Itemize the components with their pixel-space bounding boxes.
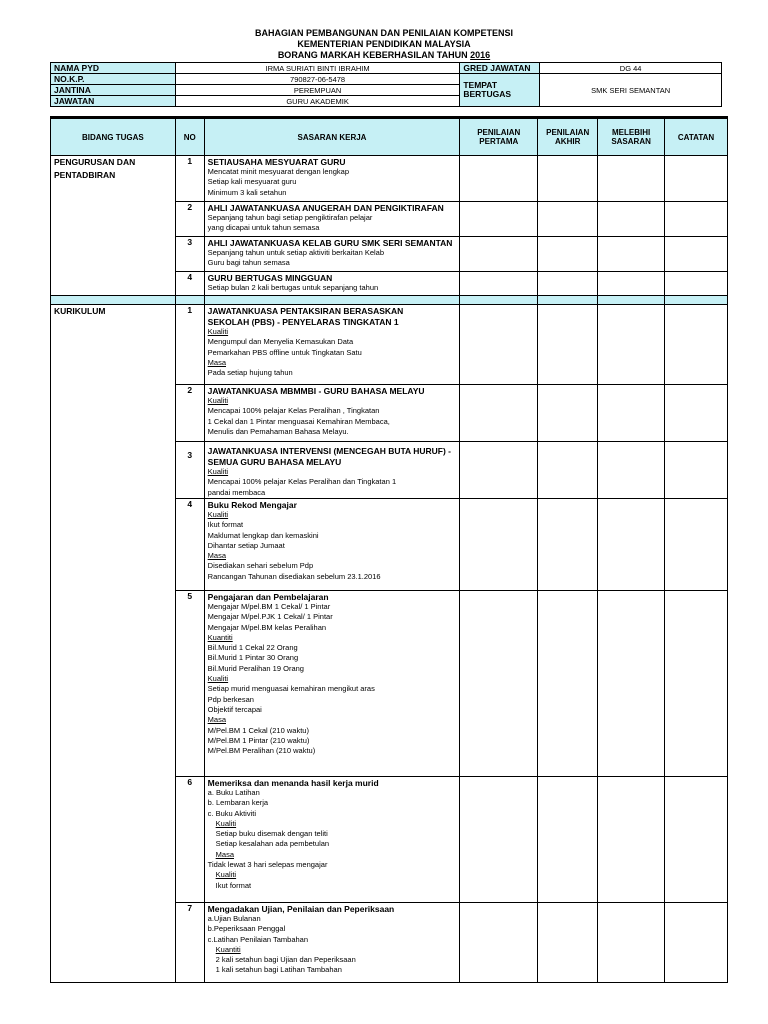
cell-akhir	[538, 442, 598, 499]
cell-pertama	[460, 591, 538, 777]
cell-catatan	[665, 202, 728, 237]
cell-catatan	[665, 237, 728, 272]
row-title: GURU BERTUGAS MINGGUAN	[207, 273, 333, 283]
row-line: Rancangan Tahunan disediakan sebelum 23.1.2016	[207, 571, 381, 581]
table-row	[51, 305, 728, 385]
row-line: Masa	[215, 849, 234, 859]
row-line: Sepanjang tahun untuk setiap aktiviti berkaitan Kelab	[207, 248, 385, 257]
row-line: Setiap buku disemak dengan teliti	[215, 829, 328, 839]
row-line: Kualiti	[215, 870, 237, 880]
nama-value: IRMA SURIATI BINTI IBRAHIM	[175, 63, 460, 74]
row-line: Tidak lewat 3 hari selepas mengajar	[207, 860, 328, 870]
row-content	[204, 499, 460, 591]
row-line: 1 kali setahun bagi Latihan Tambahan	[215, 965, 342, 975]
cell-melebihi	[598, 156, 665, 202]
row-title: Memeriksa dan menanda hasil kerja murid	[207, 778, 379, 788]
row-line: a. Buku Latihan	[207, 788, 260, 797]
cell-catatan	[665, 499, 728, 591]
row-line: Kualiti	[207, 510, 229, 519]
section-pengurusan-l2: PENTADBIRAN	[54, 170, 116, 180]
cell-melebihi	[598, 272, 665, 296]
row-line: Masa	[207, 551, 226, 561]
jawatan-value: GURU AKADEMIK	[175, 96, 460, 107]
row-content	[204, 442, 460, 499]
cell-melebihi	[598, 499, 665, 591]
row-line: Guru bagi tahun semasa	[207, 258, 290, 268]
row-line: Kualiti	[207, 396, 229, 405]
cell-melebihi	[598, 305, 665, 385]
cell-pertama	[460, 156, 538, 202]
col-akhir: PENILAIAN AKHIR	[538, 118, 598, 156]
col-bidang: BIDANG TUGAS	[51, 118, 176, 156]
cell-catatan	[665, 442, 728, 499]
col-catatan: CATATAN	[665, 118, 728, 156]
row-no: 2	[175, 385, 204, 442]
row-line: Pada setiap hujung tahun	[207, 368, 293, 378]
header-line-3-text: BORANG MARKAH KEBERHASILAN TAHUN	[277, 50, 471, 60]
info-table	[50, 62, 722, 107]
row-line: Mencatat minit mesyuarat dengan lengkap	[207, 167, 349, 176]
row-line: Mengumpul dan Menyelia Kemasukan Data	[207, 337, 354, 347]
tempat-label: TEMPAT BERTUGAS	[460, 74, 540, 107]
row-line: 1 Cekal dan 1 Pintar menguasai Kemahiran Membaca,	[207, 416, 390, 426]
row-line: M/Pel.BM 1 Pintar (210 waktu)	[207, 735, 310, 745]
cell-melebihi	[598, 202, 665, 237]
cell-catatan	[665, 903, 728, 983]
cell-akhir	[538, 237, 598, 272]
row-line: Kualiti	[207, 327, 229, 336]
row-line: pandai membaca	[207, 487, 266, 497]
header-line-2: KEMENTERIAN PENDIDIKAN MALAYSIA	[297, 39, 471, 49]
row-line: Mengajar M/pel.BM 1 Cekal/ 1 Pintar	[207, 602, 331, 611]
gred-value: DG 44	[540, 63, 722, 74]
row-no: 4	[175, 499, 204, 591]
cell-pertama	[460, 777, 538, 903]
section-pengurusan	[51, 156, 176, 296]
row-content	[204, 903, 460, 983]
cell-pertama	[460, 385, 538, 442]
row-content	[204, 272, 460, 296]
section-separator	[51, 296, 728, 305]
row-line: Pdp berkesan	[207, 694, 254, 704]
row-line: Kuantiti	[215, 944, 241, 954]
nama-label: NAMA PYD	[51, 63, 176, 74]
row-no: 5	[175, 591, 204, 777]
cell-melebihi	[598, 591, 665, 777]
cell-melebihi	[598, 442, 665, 499]
col-sasaran: SASARAN KERJA	[204, 118, 460, 156]
jantina-label: JANTINA	[51, 85, 176, 96]
row-title: SEMUA GURU BAHASA MELAYU	[207, 457, 342, 467]
column-headers	[51, 118, 728, 156]
row-no: 4	[175, 272, 204, 296]
marks-table	[50, 116, 728, 983]
cell-melebihi	[598, 903, 665, 983]
cell-akhir	[538, 305, 598, 385]
cell-akhir	[538, 591, 598, 777]
cell-catatan	[665, 156, 728, 202]
row-no: 3	[175, 442, 204, 499]
cell-pertama	[460, 237, 538, 272]
row-line: Disediakan sehari sebelum Pdp	[207, 561, 314, 571]
section-pengurusan-l1: PENGURUSAN DAN	[54, 157, 136, 167]
cell-catatan	[665, 777, 728, 903]
row-title: JAWATANKUASA MBMMBI - GURU BAHASA MELAYU	[207, 386, 425, 396]
cell-catatan	[665, 272, 728, 296]
cell-pertama	[460, 442, 538, 499]
row-line: c. Buku Aktiviti	[207, 808, 257, 818]
row-line: Masa	[207, 715, 226, 725]
row-no: 2	[175, 202, 204, 237]
cell-melebihi	[598, 777, 665, 903]
row-line: Ikut format	[215, 880, 252, 890]
cell-catatan	[665, 305, 728, 385]
row-line: Setiap bulan 2 kali bertugas untuk sepanjang tahun	[207, 283, 379, 292]
cell-catatan	[665, 385, 728, 442]
row-line: Mencapai 100% pelajar Kelas Peralihan , Tingkatan	[207, 406, 380, 416]
col-pertama: PENILAIAN PERTAMA	[460, 118, 538, 156]
row-line: Ikut format	[207, 520, 244, 530]
row-no: 6	[175, 777, 204, 903]
row-line: Mengajar M/pel.PJK 1 Cekal/ 1 Pintar	[207, 612, 333, 622]
row-line: Setiap murid menguasai kemahiran mengikut aras	[207, 684, 375, 694]
row-line: Setiap kesalahan ada pembetulan	[215, 839, 330, 849]
row-title: AHLI JAWATANKUASA KELAB GURU SMK SERI SEMANTAN	[207, 238, 453, 248]
cell-akhir	[538, 202, 598, 237]
row-title: AHLI JAWATANKUASA ANUGERAH DAN PENGIKTIRAFAN	[207, 203, 444, 213]
row-line: M/Pel.BM Peralihan (210 waktu)	[207, 746, 316, 756]
cell-pertama	[460, 272, 538, 296]
row-content	[204, 385, 460, 442]
row-line: Bil.Murid 1 Pintar 30 Orang	[207, 653, 299, 663]
row-title: SEKOLAH (PBS) - PENYELARAS TINGKATAN 1	[207, 317, 399, 327]
cell-pertama	[460, 305, 538, 385]
row-line: b. Lembaran kerja	[207, 798, 269, 808]
gred-label: GRED JAWATAN	[460, 63, 540, 74]
cell-pertama	[460, 499, 538, 591]
row-line: Dihantar setiap Jumaat	[207, 540, 285, 550]
row-title: SETIAUSAHA MESYUARAT GURU	[207, 157, 346, 167]
jantina-value: PEREMPUAN	[175, 85, 460, 96]
row-line: b.Peperiksaan Penggal	[207, 924, 286, 934]
cell-pertama	[460, 903, 538, 983]
cell-akhir	[538, 272, 598, 296]
row-line: Kuantiti	[207, 632, 233, 642]
col-melebihi: MELEBIHI SASARAN	[598, 118, 665, 156]
header-line-1: BAHAGIAN PEMBANGUNAN DAN PENILAIAN KOMPETENSI	[254, 28, 513, 38]
header-line-3	[0, 50, 768, 61]
row-line: Bil.Murid Peralihan 19 Orang	[207, 663, 304, 673]
jawatan-label: JAWATAN	[51, 96, 176, 107]
row-title: Buku Rekod Mengajar	[207, 500, 297, 510]
table-row	[51, 156, 728, 202]
cell-catatan	[665, 591, 728, 777]
row-line: Setiap kali mesyuarat guru	[207, 177, 297, 187]
nokp-value: 790827-06-5478	[175, 74, 460, 85]
row-content	[204, 237, 460, 272]
tempat-value: SMK SERI SEMANTAN	[540, 74, 722, 107]
col-no: NO	[175, 118, 204, 156]
row-line: Kualiti	[207, 674, 229, 684]
row-content	[204, 156, 460, 202]
row-line: Objektif tercapai	[207, 704, 262, 714]
row-content	[204, 305, 460, 385]
row-line: Kualiti	[215, 818, 237, 828]
row-line: c.Latihan Penilaian Tambahan	[207, 934, 309, 944]
row-title: Pengajaran dan Pembelajaran	[207, 592, 329, 602]
row-no: 3	[175, 237, 204, 272]
row-title: Mengadakan Ujian, Penilaian dan Peperiksaan	[207, 904, 395, 914]
cell-akhir	[538, 499, 598, 591]
nokp-label: NO.K.P.	[51, 74, 176, 85]
cell-akhir	[538, 903, 598, 983]
row-line: Mengajar M/pel.BM kelas Peralihan	[207, 622, 327, 632]
row-no: 1	[175, 305, 204, 385]
cell-akhir	[538, 156, 598, 202]
row-content	[204, 777, 460, 903]
row-line: Pemarkahan PBS offline untuk Tingkatan Satu	[207, 347, 362, 357]
row-no: 1	[175, 156, 204, 202]
row-line: Menulis dan Pemahaman Bahasa Melayu.	[207, 426, 349, 436]
row-title: JAWATANKUASA PENTAKSIRAN BERASASKAN	[207, 306, 404, 316]
header-year: 2016	[470, 50, 491, 60]
cell-akhir	[538, 777, 598, 903]
cell-pertama	[460, 202, 538, 237]
row-line: Mencapai 100% pelajar Kelas Peralihan dan Tingkatan 1	[207, 477, 397, 487]
row-title: JAWATANKUASA INTERVENSI (MENCEGAH BUTA HURUF) -	[207, 446, 452, 456]
section-kurikulum: KURIKULUM	[51, 305, 176, 983]
cell-akhir	[538, 385, 598, 442]
row-line: M/Pel.BM 1 Cekal (210 waktu)	[207, 725, 309, 735]
row-line: Kualiti	[207, 467, 229, 476]
row-content	[204, 202, 460, 237]
row-line: Maklumat lengkap dan kemaskini	[207, 530, 319, 540]
row-line: Bil.Murid 1 Cekal 22 Orang	[207, 643, 298, 653]
row-line: Minimum 3 kali setahun	[207, 187, 287, 197]
row-content	[204, 591, 460, 777]
row-line: yang dicapai untuk tahun semasa	[207, 223, 320, 233]
row-line: Sepanjang tahun bagi setiap pengiktirafan pelajar	[207, 213, 373, 222]
row-no: 7	[175, 903, 204, 983]
row-line: 2 kali setahun bagi Ujian dan Peperiksaan	[215, 955, 356, 965]
row-line: Masa	[207, 357, 226, 367]
row-line: a.Ujian Bulanan	[207, 914, 261, 923]
cell-melebihi	[598, 385, 665, 442]
cell-melebihi	[598, 237, 665, 272]
